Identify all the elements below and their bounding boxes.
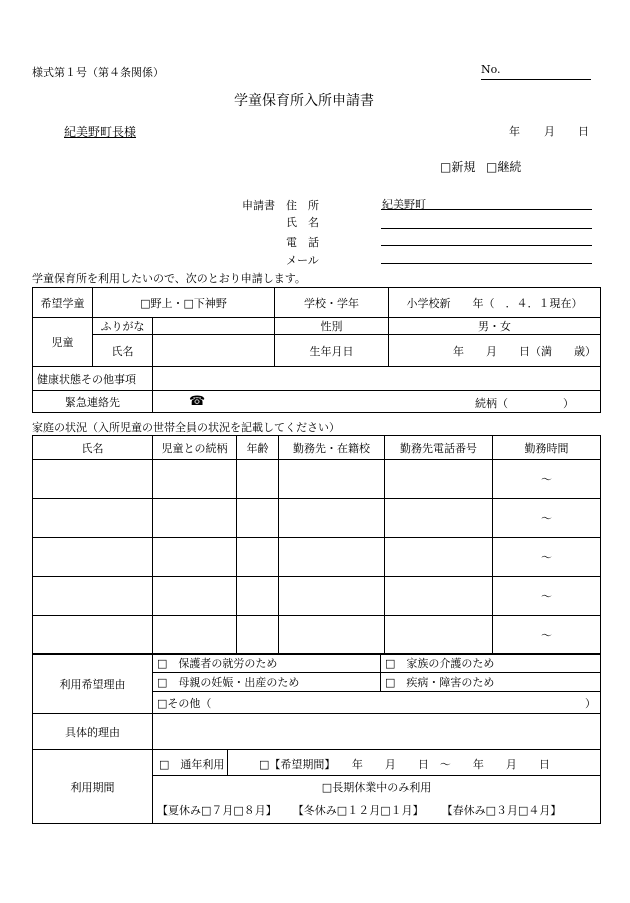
col-header-relation: 児童との続柄: [153, 436, 237, 460]
member-relation-cell[interactable]: [153, 577, 237, 616]
col-header-age: 年齢: [237, 436, 279, 460]
reason-label: 利用希望理由: [33, 654, 153, 714]
date-day: 日: [578, 125, 589, 138]
summer-checkbox[interactable]: 【夏休み□７月□８月】: [157, 804, 277, 818]
member-workplace-cell[interactable]: [279, 499, 385, 538]
reason-illness-checkbox[interactable]: □ 疾病・障害のため: [381, 673, 601, 692]
member-name-cell[interactable]: [33, 499, 153, 538]
period-divider: [227, 750, 228, 776]
addressee: 紀美野町長様: [64, 125, 137, 139]
member-age-cell[interactable]: [237, 616, 279, 655]
reason-other-close: ）: [585, 696, 596, 710]
child-table: [32, 287, 601, 413]
member-workplace-cell[interactable]: [279, 616, 385, 655]
member-relation-cell[interactable]: [153, 538, 237, 577]
address-label: 住 所: [286, 199, 319, 212]
health-field[interactable]: [153, 367, 601, 391]
reason-work-checkbox[interactable]: □ 保護者の就労のため: [153, 654, 381, 673]
furigana-field[interactable]: [153, 318, 275, 335]
reason-other-label: □その他（: [157, 696, 212, 710]
intro-text: 学童保育所を利用したいので、次のとおり申請します。: [32, 272, 306, 285]
birth-value[interactable]: 年 月 日（満 歳）: [389, 335, 601, 367]
child-name-field[interactable]: [153, 335, 275, 367]
member-work-hours-cell[interactable]: ～: [493, 538, 601, 577]
applicant-label: 申請書: [242, 199, 275, 212]
table-row: [33, 499, 601, 538]
table-row: [33, 577, 601, 616]
name-label: 氏 名: [286, 216, 319, 229]
member-work-hours-cell[interactable]: ～: [493, 460, 601, 499]
member-age-cell[interactable]: [237, 538, 279, 577]
table-row: [33, 616, 601, 655]
phone-field[interactable]: [381, 245, 592, 246]
desired-period-checkbox[interactable]: □【希望期間】 年 月 日 ～ 年 月 日: [259, 758, 550, 771]
member-age-cell[interactable]: [237, 460, 279, 499]
member-workplace-cell[interactable]: [279, 577, 385, 616]
member-name-cell[interactable]: [33, 538, 153, 577]
furigana-label: ふりがな: [93, 318, 153, 335]
member-work-phone-cell[interactable]: [385, 538, 493, 577]
reason-care-checkbox[interactable]: □ 家族の介護のため: [381, 654, 601, 673]
member-relation-cell[interactable]: [153, 616, 237, 655]
no-label: No.: [481, 63, 501, 76]
col-header-workplace: 勤務先・在籍校: [279, 436, 385, 460]
table-row: [33, 538, 601, 577]
phone-icon: ☎: [189, 394, 206, 409]
member-relation-cell[interactable]: [153, 499, 237, 538]
email-label: メール: [286, 254, 319, 267]
specific-reason-field[interactable]: [153, 714, 601, 750]
col-header-name: 氏名: [33, 436, 153, 460]
specific-reason-label: 具体的理由: [33, 714, 153, 750]
spring-checkbox[interactable]: 【春休み□３月□４月】: [441, 804, 562, 818]
member-work-hours-cell[interactable]: ～: [493, 616, 601, 655]
emergency-label: 緊急連絡先: [33, 391, 153, 413]
member-name-cell[interactable]: [33, 460, 153, 499]
address-line: [381, 209, 592, 210]
emergency-field[interactable]: [153, 391, 601, 413]
date-year: 年: [509, 125, 520, 138]
name-field[interactable]: [381, 228, 592, 229]
winter-checkbox[interactable]: 【冬休み□１２月□１月】: [292, 804, 424, 818]
school-options[interactable]: □野上・□下神野: [93, 288, 275, 318]
usage-table: [32, 653, 601, 824]
no-field[interactable]: [481, 79, 591, 80]
child-name-label: 氏名: [93, 335, 153, 367]
member-work-hours-cell[interactable]: ～: [493, 577, 601, 616]
date-month: 月: [544, 125, 555, 138]
grade-value[interactable]: 小学校新 年（ ．４．１現在）: [389, 288, 601, 318]
address-value[interactable]: 紀美野町: [382, 198, 426, 211]
member-work-phone-cell[interactable]: [385, 616, 493, 655]
page-title: 学童保育所入所申請書: [234, 93, 374, 109]
reason-other-checkbox[interactable]: [153, 692, 601, 714]
form-number: 様式第１号（第４条関係）: [32, 66, 164, 79]
yearly-use-checkbox[interactable]: □ 通年利用: [159, 758, 225, 771]
email-field[interactable]: [381, 263, 592, 264]
member-workplace-cell[interactable]: [279, 460, 385, 499]
type-new-checkbox[interactable]: □新規: [440, 160, 476, 174]
col-header-work-hours: 勤務時間: [493, 436, 601, 460]
col-header-work-phone: 勤務先電話番号: [385, 436, 493, 460]
member-name-cell[interactable]: [33, 577, 153, 616]
gender-label: 性別: [275, 318, 389, 335]
family-caption: 家庭の状況（入所児童の世帯全員の状況を記載してください）: [32, 421, 340, 434]
table-row: [33, 460, 601, 499]
period-row-3: [153, 798, 601, 824]
period-label: 利用期間: [33, 750, 153, 824]
member-work-phone-cell[interactable]: [385, 460, 493, 499]
long-break-checkbox[interactable]: □長期休業中のみ利用: [153, 776, 601, 798]
school-label: 希望学童: [33, 288, 93, 318]
health-label: 健康状態その他事項: [33, 367, 153, 391]
family-table: [32, 435, 601, 655]
birth-label: 生年月日: [275, 335, 389, 367]
relation-label[interactable]: 続柄（ ）: [475, 397, 574, 410]
member-name-cell[interactable]: [33, 616, 153, 655]
gender-value[interactable]: 男・女: [389, 318, 601, 335]
member-work-hours-cell[interactable]: ～: [493, 499, 601, 538]
period-row-1: [153, 750, 601, 776]
child-label: 児童: [33, 318, 93, 367]
grade-label: 学校・学年: [275, 288, 389, 318]
member-work-phone-cell[interactable]: [385, 577, 493, 616]
member-age-cell[interactable]: [237, 499, 279, 538]
type-continue-checkbox[interactable]: □継続: [486, 160, 522, 174]
member-age-cell[interactable]: [237, 577, 279, 616]
reason-pregnancy-checkbox[interactable]: □ 母親の妊娠・出産のため: [153, 673, 381, 692]
member-relation-cell[interactable]: [153, 460, 237, 499]
member-workplace-cell[interactable]: [279, 538, 385, 577]
member-work-phone-cell[interactable]: [385, 499, 493, 538]
phone-label: 電 話: [286, 236, 319, 249]
